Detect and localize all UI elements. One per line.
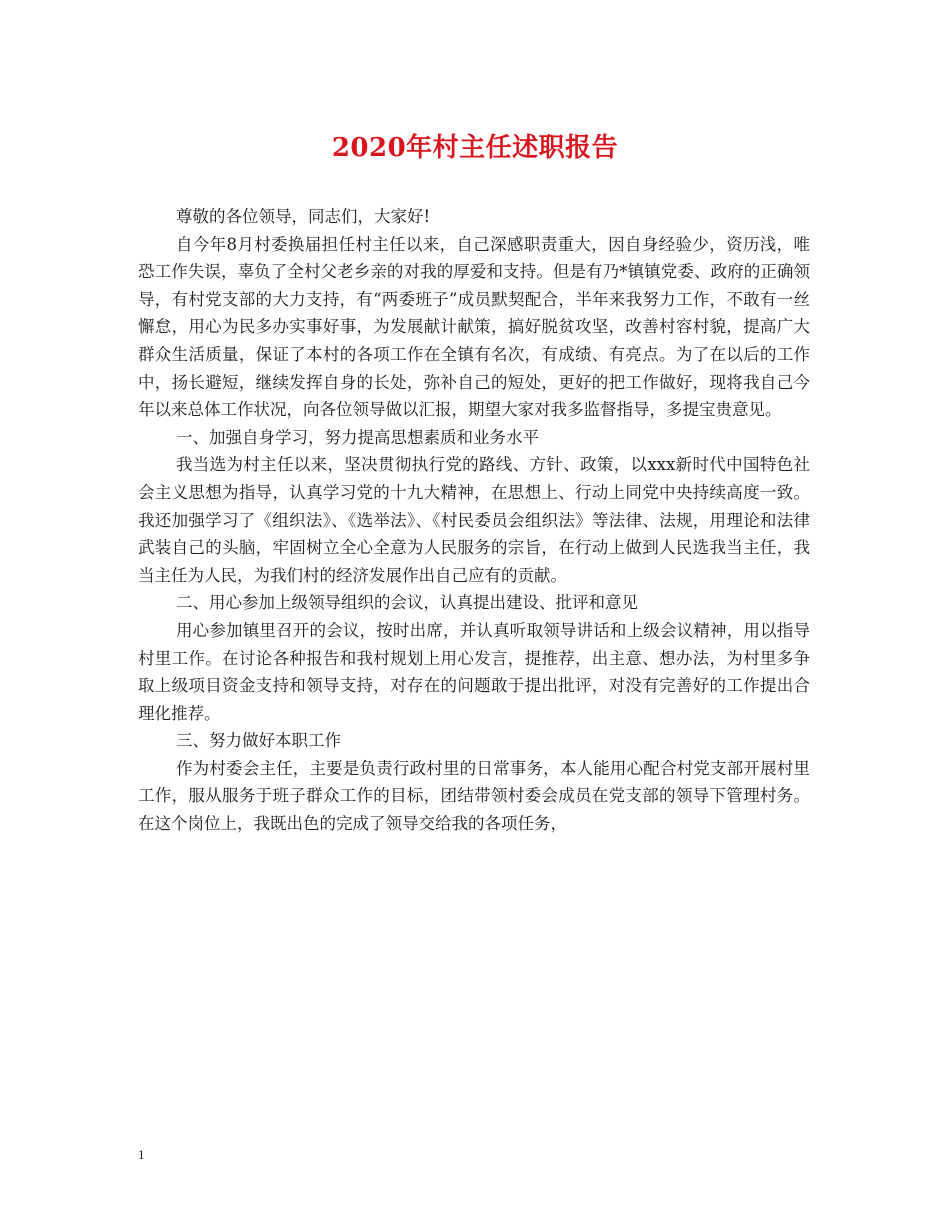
section-heading-1: 一、加强自身学习，努力提高思想素质和业务水平: [175, 427, 539, 447]
document-title: 2020年村主任述职报告: [331, 133, 619, 163]
greeting-paragraph: 尊敬的各位领导，同志们，大家好!: [175, 207, 431, 226]
section-3-paragraph: 作为村委会主任，主要是负责行政村里的日常事务，本人能用心配合村党支部开展村里工作，服从服务于班子群众工作的目标，团结带领村委会成员在党支部的领导下管理村务。在这个岗位上，我既出色的完成了领导交给我的各项任务，: [138, 758, 810, 834]
document-body: [138, 203, 810, 838]
section-heading-2: 二、用心参加上级领导组织的会议，认真提出建设、批评和意见: [175, 593, 638, 613]
section-heading-3: 三、努力做好本职工作: [175, 731, 341, 751]
section-2-paragraph: 用心参加镇里召开的会议，按时出席，并认真听取领导讲话和上级会议精神，用以指导村里工作。在讨论各种报告和我村规划上用心发言，提推荐，出主意、想办法，为村里多争取上级项目资金支持和领导支持，对存在的问题敢于提出批评，对没有完善好的工作提出合理化推荐。: [138, 620, 810, 723]
intro-paragraph: 自今年8月村委换届担任村主任以来，自己深感职责重大，因自身经验少，资历浅，唯恐工作失误，辜负了全村父老乡亲的对我的厚爱和支持。但是有乃*镇镇党委、政府的正确领导，有村党支部的大力支持，有“两委班子”成员默契配合，半年来我努力工作，不敢有一丝懈怠，用心为民多办实事好事，为发展献计献策，搞好脱贫攻坚，改善村容村貌，提高广大群众生活质量，保证了本村的各项工作在全镇有名次，有成绩、有亮点。为了在以后的工作中，扬长避短，继续发挥自身的长处，弥补自己的短处，更好的把工作做好，现将我自己今年以来总体工作状况，向各位领导做以汇报，期望大家对我多监督指导，多提宝贵意见。: [138, 234, 810, 420]
page-number: 1: [138, 1147, 145, 1162]
section-1-paragraph: 我当选为村主任以来，坚决贯彻执行党的路线、方针、政策，以xxx新时代中国特色社会主义思想为指导，认真学习党的十九大精神，在思想上、行动上同党中央持续高度一致。我还加强学习了《组织法》、《选举法》、《村民委员会组织法》等法律、法规，用理论和法律武装自己的头脑，牢固树立全心全意为人民服务的宗旨，在行动上做到人民选我当主任，我当主任为人民，为我们村的经济发展作出自己应有的贡献。: [138, 455, 810, 585]
